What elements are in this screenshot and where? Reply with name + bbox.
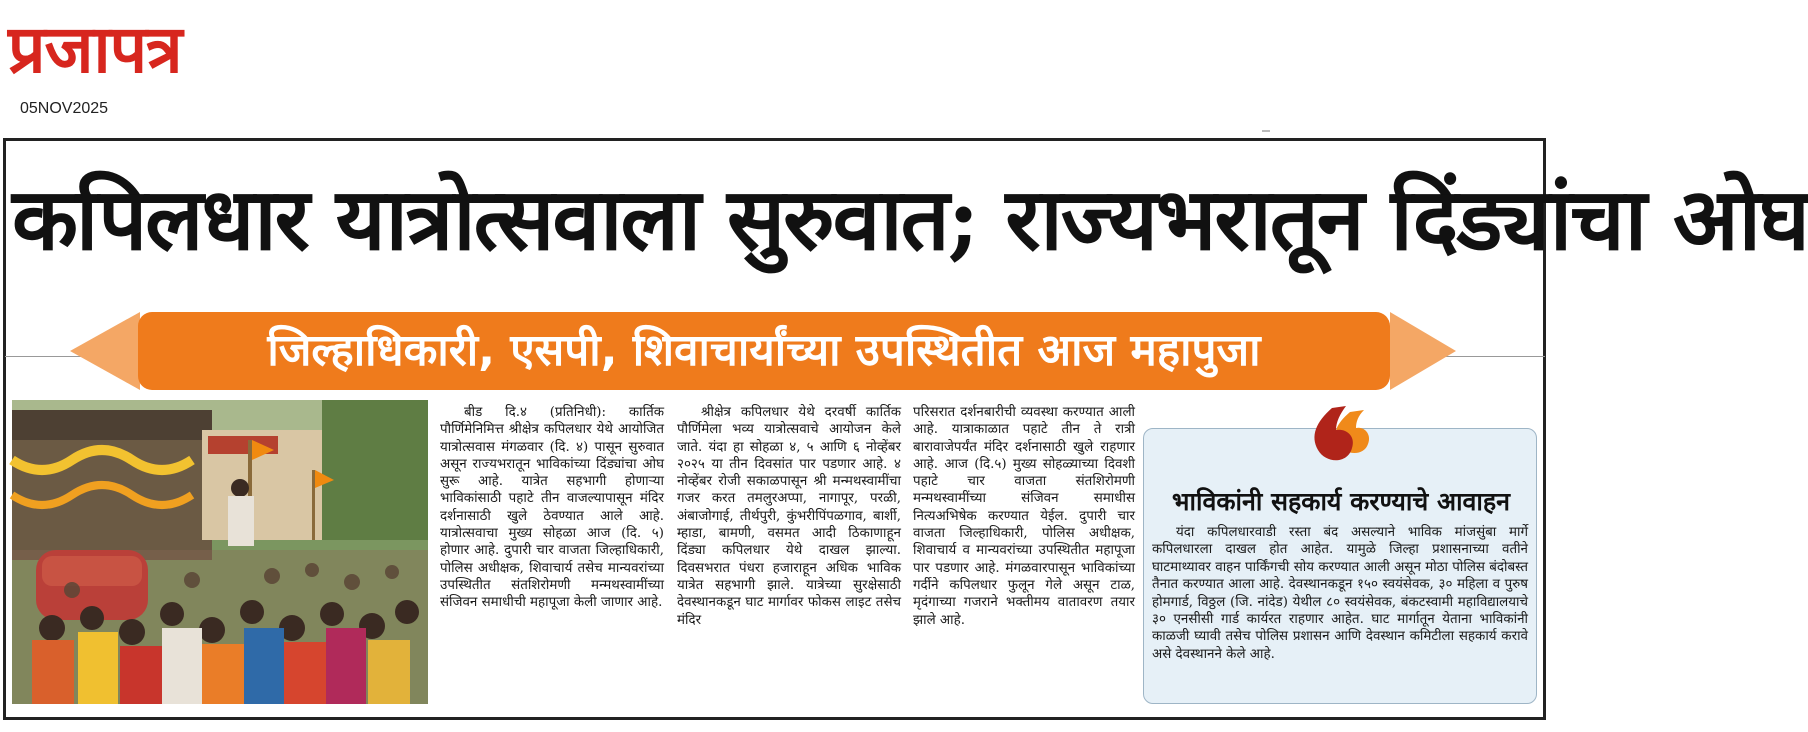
news-photo-crowd-procession (12, 400, 428, 704)
divider-tick (1262, 130, 1270, 132)
article-headline: कपिलधार यात्रोत्सवाला सुरुवात; राज्यभरातून दिंड्यांचा ओघ (12, 169, 1808, 270)
newspaper-masthead: प्रजापत्र (8, 10, 182, 88)
quote-icon (1298, 404, 1378, 474)
article-column-3 (913, 404, 1135, 704)
banner-arrow-right (1390, 312, 1456, 390)
article-column-1-text: बीड दि.४ (प्रतिनिधी): कार्तिक पौर्णिमेनिमित्त श्रीक्षेत्र कपिलधार येथे आयोजित यात्रोत्सवास मंगळवार (दि. ४) पासून सुरुवात असून राज्यभरातून भाविकांच्या दिंड्यांचा ओघ सुरू आहे. यात्रेत सहभागी होणाऱ्या भाविकांसाठी पहाटे तीन वाजल्यापासून मंदिर दर्शनासाठी खुले ठेवण्यात आले आहे. यात्रोत्सवाचा मुख्य सोहळा आज (दि. ५) होणार आहे. दुपारी चार वाजता जिल्हाधिकारी, पोलिस अधीक्षक, शिवाचार्य तसेच मान्यवरांच्या उपस्थितीत संतशिरोमणी मन्मथस्वामींच्या संजिवन समाधीची महापूजा केली जाणार आहे. (440, 405, 664, 611)
banner-arrow-left (70, 312, 140, 390)
article-column-2 (677, 404, 901, 704)
article-column-1 (440, 404, 664, 704)
sidebar-body (1152, 524, 1528, 700)
article-column-2-text: श्रीक्षेत्र कपिलधार येथे दरवर्षी कार्तिक पौर्णिमेला भव्य यात्रोत्सवाचे आयोजन केले जाते. यंदा हा सोहळा ४, ५ आणि ६ नोव्हेंबर २०२५ या तीन दिवसांत पार पडणार आहे. ४ नोव्हेंबर रोजी सकाळपासून श्री मन्मथस्वामींचा गजर करत तमलुरअप्पा, नागापूर, परळी, अंबाजोगाई, तीर्थपुरी, कुंभरीपिंपळगाव, बार्शी, म्हाडा, बामणी, वसमत आदी ठिकाणाहून दिंड्या कपिलधार येथे दाखल झाल्या. दिवसभरात पंधरा हजाराहून अधिक भाविक यात्रेत सहभागी झाले. यात्रेच्या सुरक्षेसाठी देवस्थानकडून घाट मार्गावर फोकस लाइट तसेच मंदिर (677, 405, 901, 628)
sidebar-title: भाविकांनी सहकार्य करण्याचे आवाहन (1171, 487, 1511, 516)
sidebar-body-text: यंदा कपिलधारवाडी रस्ता बंद असल्याने भाविक मांजसुंबा मार्गे कपिलधारला दाखल होत आहेत. यामुळे जिल्हा प्रशासनाच्या वतीने घाटमाथ्यावर वाहन पार्किंगची सोय करण्यात आली असून मोठा पोलिस बंदोबस्त तैनात करण्यात आला आहे. देवस्थानकडून १५० स्वयंसेवक, ३० महिला व पुरुष होमगार्ड, विठ्ठल (जि. नांदेड) येथील ८० स्वयंसेवक, बंकटस्वामी महाविद्यालयाचे ३० एनसीसी गार्ड कार्यरत राहणार आहेत. घाट मार्गातून येताना भाविकांनी काळजी घ्यावी तसेच पोलिस प्रशासन आणि देवस्थान कमिटीला सहकार्य करावे असे देवस्थानने केले आहे. (1152, 525, 1528, 662)
publication-date: 05NOV2025 (20, 100, 109, 117)
article-column-3-text: परिसरात दर्शनबारीची व्यवस्था करण्यात आली आहे. यात्राकाळात पहाटे तीन ते रात्री बारावाजेपर्यंत मंदिर दर्शनासाठी खुले राहणार आहे. आज (दि.५) मुख्य सोहळ्याच्या दिवशी पहाटे चार वाजता संतशिरोमणी मन्मथस्वामींच्या संजिवन समाधीस नित्यअभिषेक करण्यात येईल. दुपारी चार वाजता जिल्हाधिकारी, पोलिस अधीक्षक, शिवाचार्य व मान्यवरांच्या उपस्थितीत महापूजा पार पडणार आहे. मंगळवारपासून भाविकांच्या गर्दीने कपिलधार फुलून गेले असून टाळ, मृदंगाच्या गजराने भक्तीमय वातावरण तयार झाले आहे. (913, 405, 1135, 628)
article-subheadline: जिल्हाधिकारी, एसपी, शिवाचार्यांच्या उपस्थितीत आज महापुजा (267, 325, 1261, 376)
